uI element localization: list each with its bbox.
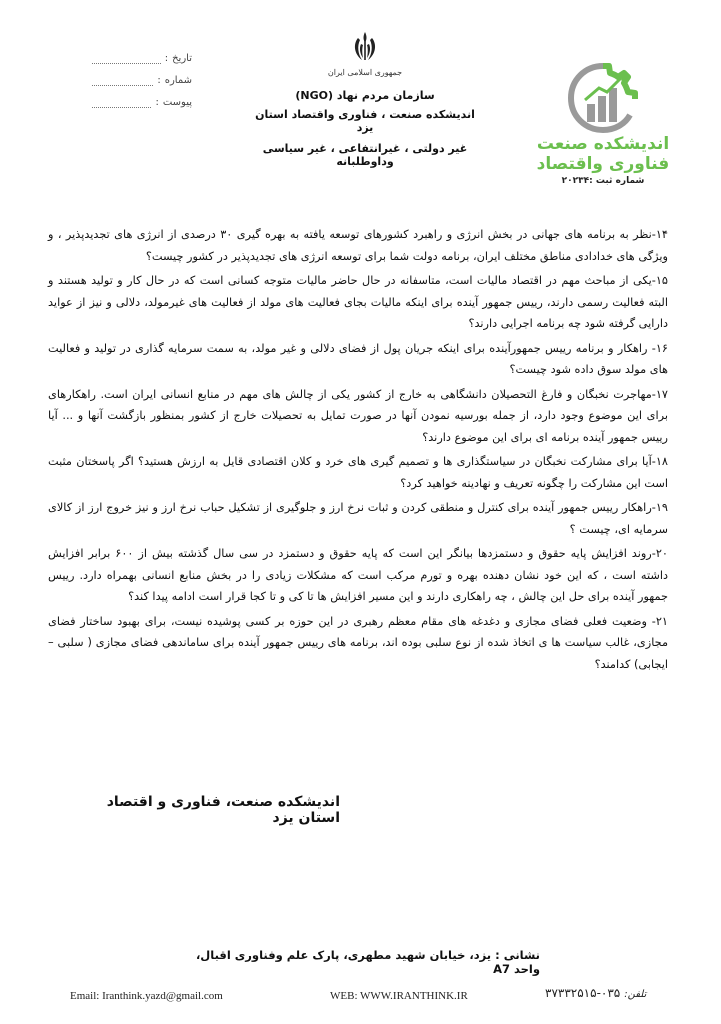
telephone-number: ۰۳۵-۳۷۳۳۲۵۱۵: [545, 986, 621, 1000]
signature-title: اندیشکده صنعت، فناوری و اقتصاد استان یزد: [106, 794, 340, 826]
attachment-dotted-line: [92, 95, 151, 108]
logo-text-line1: اندیشکده صنعت: [536, 134, 670, 154]
number-dotted-line: [92, 73, 153, 86]
letterhead-center: [250, 30, 480, 168]
iran-emblem-icon: [349, 30, 381, 66]
ngo-title: سازمان مردم نهاد (NGO): [295, 89, 435, 102]
question-19: ۱۹-راهکار رییس جمهور آینده برای کنترل و منطقی کردن و ثبات نرخ ارز و جلوگیری از تشکیل حباب نرخ ارز و نیز خروج ارز از کالای سرمایه ای، چیست ؟: [48, 501, 668, 536]
question-14: ۱۴-نظر به برنامه های جهانی در بخش انرژی و راهبرد کشورهای توسعه یافته به بهره گیری ۳۰ درصدی از انرژی های تجدیدپذیر ، و ویژگی های خدادادی مناطق مختلف ایران، برنامه دولت شما برای توسعه انرژی های تجدیدپذیر در کشور چیست؟: [48, 228, 668, 263]
question-18: ۱۸-آیا برای مشارکت نخبگان در سیاستگذاری ها و تصمیم گیری های خرد و کلان اقتصادی قایل به ارزش هستید؟ اگر پاسختان مثبت است این مشارکت را چگونه تعریف و نهادینه خواهید کرد؟: [48, 455, 668, 490]
question-16: ۱۶- راهکار و برنامه رییس جمهورآینده برای اینکه جریان پول از فضای دلالی و غیر مولد، به سمت سرمایه گذاری در تولید و فعالیت های مولد سوق داده شود چیست؟: [48, 341, 668, 376]
number-label: شماره: [164, 75, 192, 86]
logo-text-line2: فناوری واقتصاد: [536, 154, 670, 174]
letter-meta: [92, 42, 192, 108]
institute-name: اندیشکده صنعت ، فناوری واقتصاد استان یزد: [255, 108, 475, 134]
number-field: شماره :: [92, 64, 192, 86]
question-21: ۲۱- وضعیت فعلی فضای مجازی و دغدغه های مقام معظم رهبری در این حوزه بر کسی پوشیده نیست، برای بهبود ساختار فضای مجازی، غالب سیاست ها ی اتخاذ شده از نوع سلبی بوده اند، برنامه های رییس جمهور آینده برای ساماندهی فضای مجازی ( سلبی – ایجابی) کدامند؟: [48, 614, 668, 671]
date-label: تاریخ: [172, 53, 192, 64]
website-address[interactable]: WEB: WWW.IRANTHINK.IR: [330, 990, 468, 1002]
date-dotted-line: [92, 51, 161, 64]
telephone-label: تلفن:: [624, 989, 647, 1000]
question-17: ۱۷-مهاجرت نخبگان و فارغ التحصیلان دانشگاهی به خارج از کشور یکی از چالش های مهم در منابع انسانی ایران است. راهکارهای برای این موضوع وجود دارد، از جمله بورسیه نمودن آنها در صورت تمایل به تحصیلات خارج از کشور بمنظور بازگشت آنها و ... آیا رییس جمهور آینده برنامه ای برای این موضوع دارند؟: [48, 387, 668, 444]
attachment-field: پیوست :: [92, 86, 192, 108]
gear-chart-logo-icon: [563, 60, 643, 138]
attachment-label: پیوست: [162, 97, 192, 108]
date-field: تاریخ :: [92, 42, 192, 64]
questions-list: [48, 224, 668, 678]
organization-type: غیر دولتی ، غیرانتفاعی ، غیر سیاسی وداوطلبانه: [262, 142, 468, 168]
registration-number: شماره ثبت :۲۰۲۳۴: [561, 176, 645, 186]
question-15: ۱۵-یکی از مباحث مهم در اقتصاد مالیات است، متاسفانه در حال حاضر مالیات متوجه کسانی است که در حال کار و تولید هستند و البته فعالیت رسمی دارند، رییس جمهور آینده برای اینکه مالیات بجای فعالیت های مولد از فعالیت های غیرمولد، دلالی و نیز از عواید دارایی گرفته شود چه برنامه اجرایی دارند؟: [48, 274, 668, 330]
address-line: نشانی : یزد، خیابان شهید مطهری، پارک علم وفناوری اقبال، واحد A7: [195, 948, 540, 976]
question-20: ۲۰-روند افزایش پایه حقوق و دستمزدها بیانگر این است که پایه حقوق و دستمزد در سی سال گذشته بیش از ۶۰۰ برابر افزایش داشته است ، که این خود نشان دهنده بهره و تورم مرکب است که مشکلات زیادی را در بخش منابع انسانی بهمراه دارد. رییس جمهور آینده برای حل این چالش ، چه راهکاری دارند و این مسیر افزایش ها تا کی و تا کجا قرار است ادامه پیدا کند؟: [48, 547, 668, 603]
institute-logo: [528, 60, 678, 195]
email-address[interactable]: Email: Iranthink.yazd@gmail.com: [70, 990, 223, 1002]
republic-caption: جمهوری اسلامی ایران: [327, 68, 403, 77]
telephone: [545, 986, 646, 1000]
